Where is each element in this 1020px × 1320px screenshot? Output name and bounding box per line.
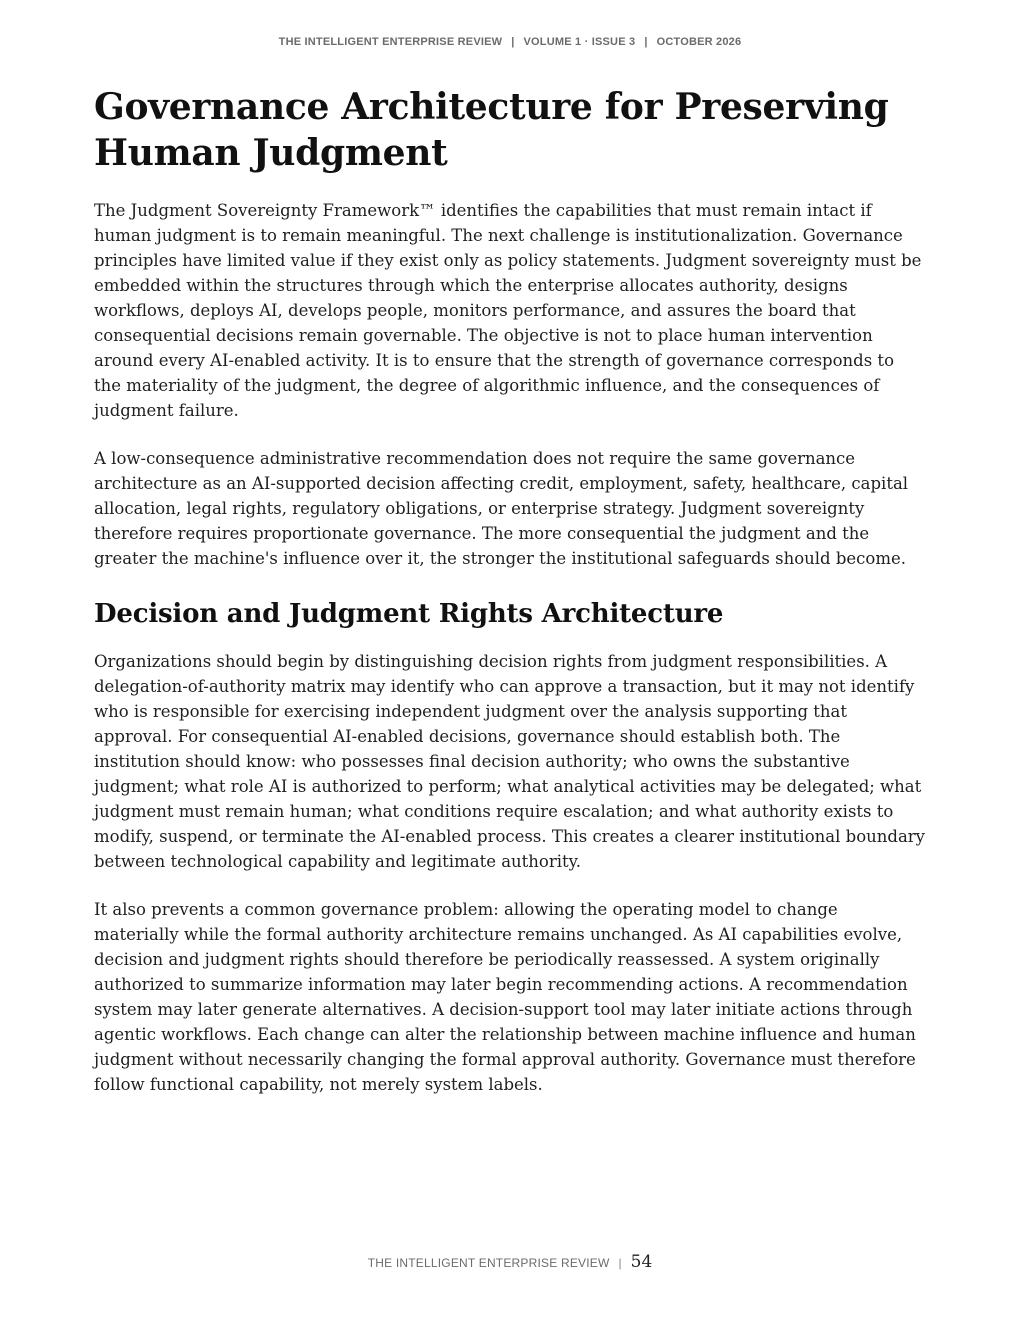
article-body	[94, 84, 926, 1120]
running-header	[0, 36, 1020, 48]
footer-separator: |	[618, 1256, 622, 1270]
header-publication: THE INTELLIGENT ENTERPRISE REVIEW	[278, 36, 503, 48]
running-footer	[0, 1252, 1020, 1272]
footer-publication: THE INTELLIGENT ENTERPRISE REVIEW	[367, 1256, 610, 1270]
page-number: 54	[630, 1252, 653, 1272]
section-paragraph: It also prevents a common governance problem: allowing the operating model to change materially while the formal authority architecture remains unchanged. As AI capabilities evolve, decision and judgment rights should therefore be periodically reassessed. A system originally authorized to summarize information may later begin recommending actions. A recommendation system may later generate alternatives. A decision-support tool may later initiate actions through agentic workflows. Each change can alter the relationship between machine influence and human judgment without necessarily changing the formal approval authority. Governance must therefore follow functional capability, not merely system labels.	[94, 900, 916, 1094]
intro-paragraph: A low-consequence administrative recommendation does not require the same governance architecture as an AI-supported decision affecting credit, employment, safety, healthcare, capital allocation, legal rights, regulatory obligations, or enterprise strategy. Judgment sovereignty therefore requires proportionate governance. The more consequential the judgment and the greater the machine's influence over it, the stronger the institutional safeguards should become.	[94, 449, 909, 568]
header-separator: |	[511, 36, 515, 48]
header-date: OCTOBER 2026	[656, 36, 742, 48]
article-title: Governance Architecture for Preserving Human Judgment	[94, 86, 889, 174]
header-separator: |	[644, 36, 648, 48]
header-issue: VOLUME 1 · ISSUE 3	[523, 36, 636, 48]
intro-paragraph: The Judgment Sovereignty Framework™ identifies the capabilities that must remain intact if human judgment is to remain meaningful. The next challenge is institutionalization. Governance principles have limited value if they exist only as policy statements. Judgment sovereignty must be embedded within the structures through which the enterprise allocates authority, designs workflows, deploys AI, develops people, monitors performance, and assures the board that consequential decisions remain governable. The objective is not to place human intervention around every AI-enabled activity. It is to ensure that the strength of governance corresponds to the materiality of the judgment, the degree of algorithmic influence, and the consequences of judgment failure.	[94, 201, 922, 420]
section-paragraph: Organizations should begin by distinguishing decision rights from judgment responsibilities. A delegation-of-authority matrix may identify who can approve a transaction, but it may not identify who is responsible for exercising independent judgment over the analysis supporting that approval. For consequential AI-enabled decisions, governance should establish both. The institution should know: who possesses final decision authority; who owns the substantive judgment; what role AI is authorized to perform; what analytical activities may be delegated; what judgment must remain human; what conditions require escalation; and what authority exists to modify, suspend, or terminate the AI-enabled process. This creates a clearer institutional boundary between technological capability and legitimate authority.	[94, 652, 925, 871]
section-heading: Decision and Judgment Rights Architecture	[94, 599, 724, 629]
